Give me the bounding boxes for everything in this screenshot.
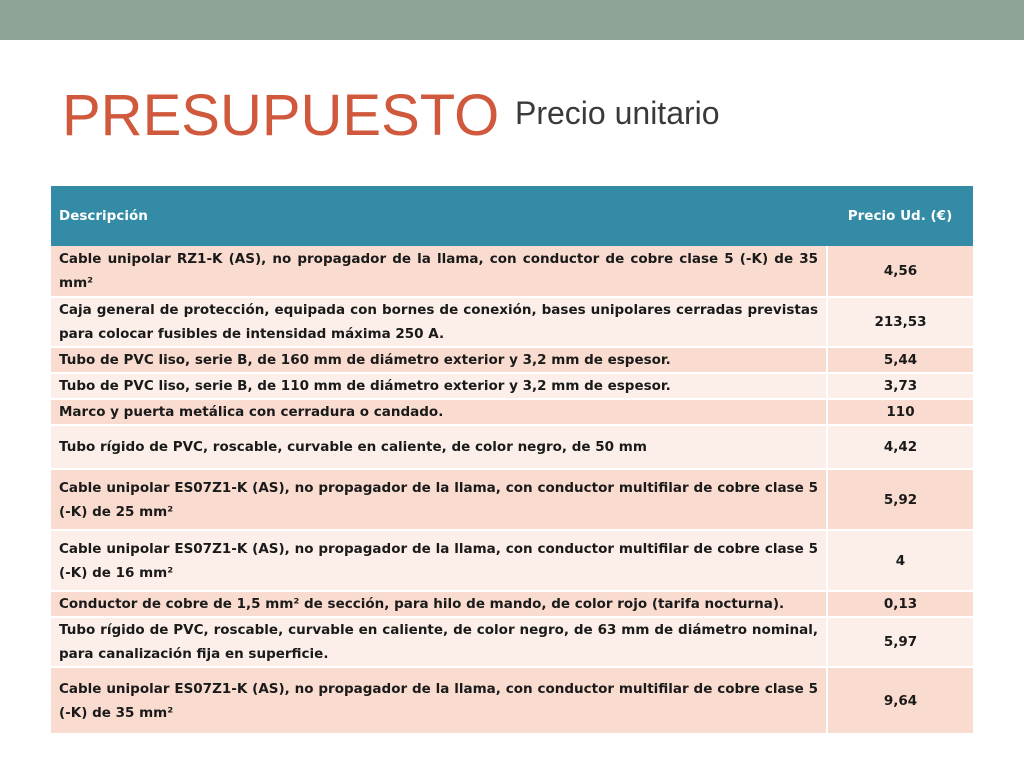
row-price: 5,44 — [827, 347, 973, 373]
table-row — [51, 347, 973, 373]
row-description: Cable unipolar ES07Z1-K (AS), no propagador de la llama, con conductor multifilar de cobre clase 5 (-K) de 25 mm² — [51, 469, 827, 530]
row-price: 5,97 — [827, 617, 973, 667]
row-price: 4 — [827, 530, 973, 591]
table-row — [51, 530, 973, 591]
row-description: Marco y puerta metálica con cerradura o candado. — [51, 399, 827, 425]
table-row — [51, 399, 973, 425]
table-row — [51, 246, 973, 297]
column-header-price: Precio Ud. (€) — [827, 186, 973, 246]
row-description: Tubo de PVC liso, serie B, de 160 mm de diámetro exterior y 3,2 mm de espesor. — [51, 347, 827, 373]
row-description: Conductor de cobre de 1,5 mm² de sección, para hilo de mando, de color rojo (tarifa nocturna). — [51, 591, 827, 617]
row-description: Tubo rígido de PVC, roscable, curvable en caliente, de color negro, de 50 mm — [51, 425, 827, 469]
row-description: Tubo de PVC liso, serie B, de 110 mm de diámetro exterior y 3,2 mm de espesor. — [51, 373, 827, 399]
row-description: Cable unipolar ES07Z1-K (AS), no propagador de la llama, con conductor multifilar de cobre clase 5 (-K) de 16 mm² — [51, 530, 827, 591]
row-price: 4,42 — [827, 425, 973, 469]
table-row — [51, 591, 973, 617]
row-price: 4,56 — [827, 246, 973, 297]
table-header-row — [51, 186, 973, 246]
row-price: 0,13 — [827, 591, 973, 617]
table-row — [51, 373, 973, 399]
row-price: 213,53 — [827, 297, 973, 347]
slide-title: PRESUPUESTO — [62, 83, 500, 148]
row-description: Tubo rígido de PVC, roscable, curvable en caliente, de color negro, de 63 mm de diámetro nominal, para canalización fija en superficie. — [51, 617, 827, 667]
slide-subtitle: Precio unitario — [515, 95, 720, 131]
row-description: Cable unipolar RZ1-K (AS), no propagador de la llama, con conductor de cobre clase 5 (-K) de 35 mm² — [51, 246, 827, 297]
row-price: 9,64 — [827, 667, 973, 733]
row-description: Cable unipolar ES07Z1-K (AS), no propagador de la llama, con conductor multifilar de cobre clase 5 (-K) de 35 mm² — [51, 667, 827, 733]
table-row — [51, 667, 973, 733]
row-price: 5,92 — [827, 469, 973, 530]
row-description: Caja general de protección, equipada con bornes de conexión, bases unipolares cerradas previstas para colocar fusibles de intensidad máxima 250 A. — [51, 297, 827, 347]
column-header-description: Descripción — [51, 186, 827, 246]
table-row — [51, 469, 973, 530]
table-row — [51, 297, 973, 347]
table-row — [51, 617, 973, 667]
budget-table — [51, 186, 973, 733]
table-row — [51, 425, 973, 469]
row-price: 3,73 — [827, 373, 973, 399]
top-band — [0, 0, 1024, 40]
row-price: 110 — [827, 399, 973, 425]
